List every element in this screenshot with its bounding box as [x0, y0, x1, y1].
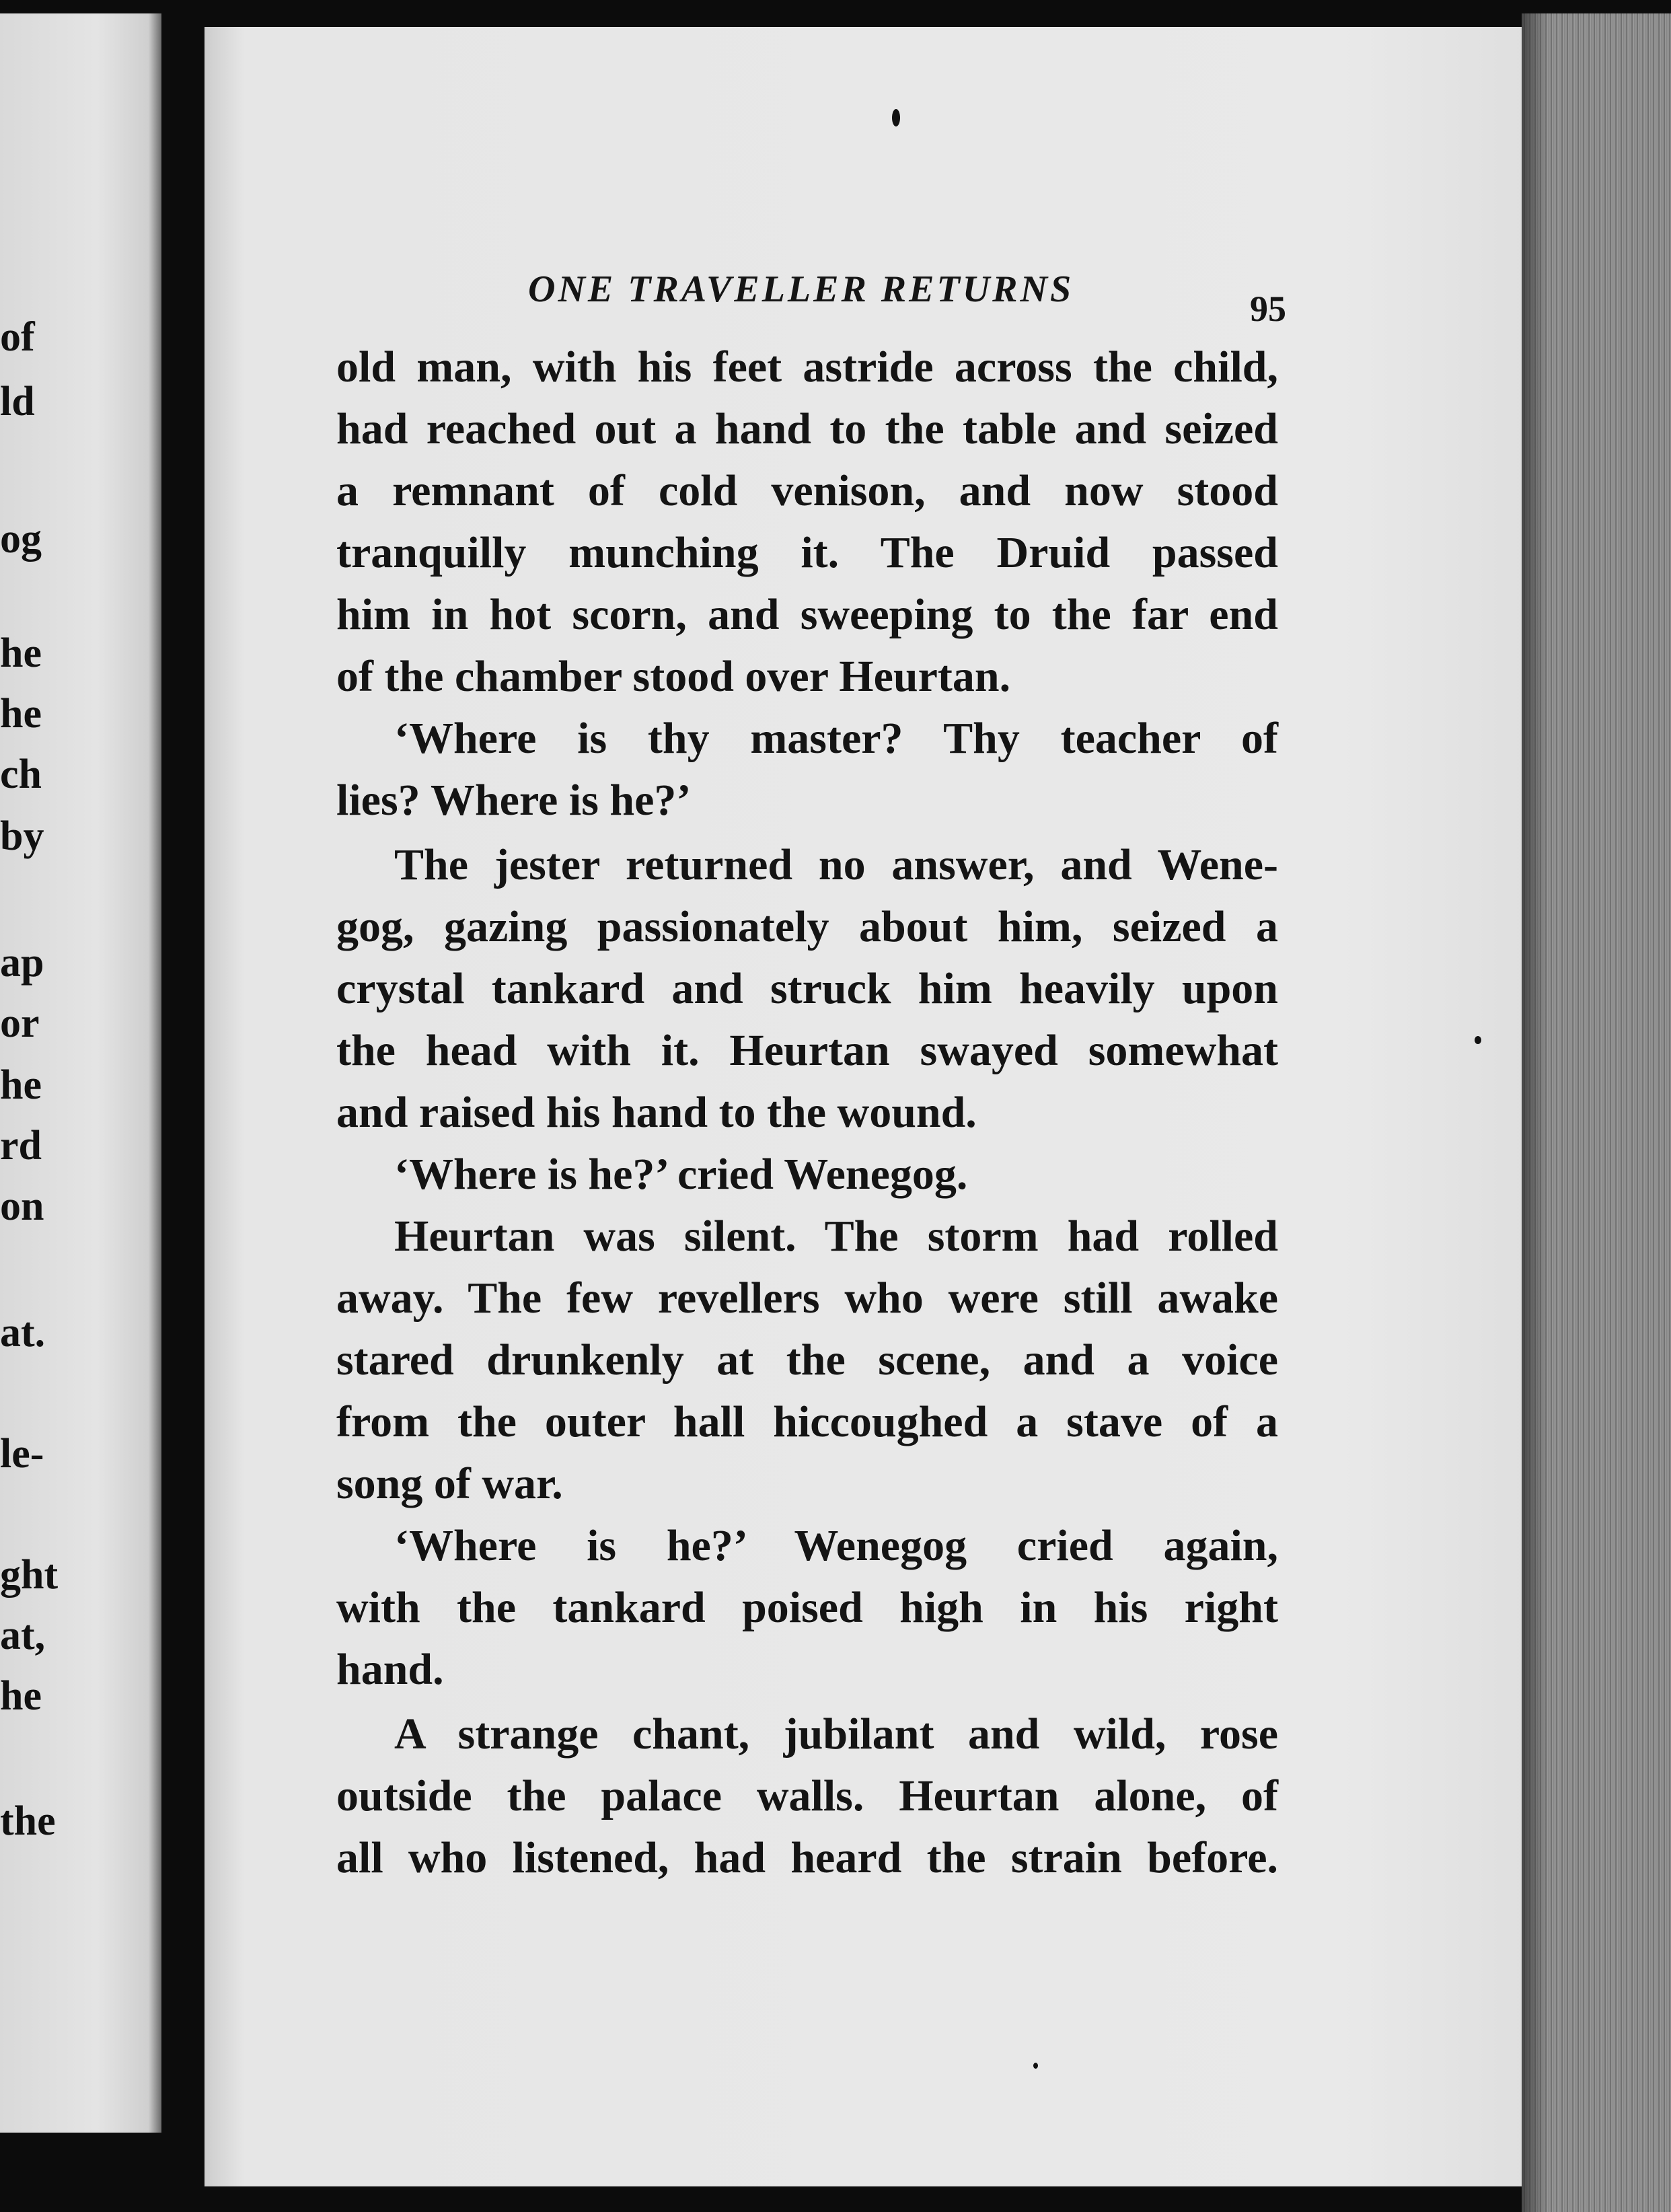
text-line: all who listened, had heard the strain before.: [336, 1833, 1278, 1882]
text-line: The jester returned no answer, and Wene-: [394, 840, 1278, 889]
left-fragment: le-: [0, 1431, 44, 1477]
text-line: hand.: [336, 1645, 444, 1694]
text-line: the head with it. Heurtan swayed somewhat: [336, 1026, 1278, 1075]
text-line: ‘Where is he?’ cried Wenegog.: [394, 1150, 968, 1199]
text-line: stared drunkenly at the scene, and a voice: [336, 1335, 1278, 1385]
text-line: with the tankard poised high in his right: [336, 1583, 1278, 1632]
text-line: crystal tankard and struck him heavily upon: [336, 964, 1278, 1013]
left-fragment: og: [0, 516, 42, 562]
left-fragment: ch: [0, 751, 42, 797]
text-line: gog, gazing passionately about him, seized a: [336, 902, 1278, 951]
left-fragment: he: [0, 1673, 42, 1719]
ink-speck: [1033, 2063, 1038, 2069]
text-line: tranquilly munching it. The Druid passed: [336, 528, 1278, 577]
text-line: outside the palace walls. Heurtan alone, of: [336, 1771, 1278, 1820]
left-fragment: ght: [0, 1552, 59, 1598]
left-fragment: at,: [0, 1613, 46, 1658]
left-fragment: or: [0, 1000, 40, 1046]
text-line: away. The few revellers who were still awake: [336, 1274, 1278, 1323]
text-line: ‘Where is thy master? Thy teacher of: [394, 714, 1278, 763]
left-fragment: the: [0, 1798, 56, 1844]
text-line: a remnant of cold venison, and now stood: [336, 466, 1278, 515]
text-line: lies? Where is he?’: [336, 776, 692, 825]
ink-speck: [1475, 1036, 1481, 1044]
running-head: ONE TRAVELLER RETURNS: [528, 268, 1074, 310]
page-number: 95: [1250, 289, 1286, 329]
text-line: song of war.: [336, 1459, 563, 1508]
left-fragment: at.: [0, 1310, 46, 1356]
left-fragment: he: [0, 630, 42, 676]
text-line: A strange chant, jubilant and wild, rose: [394, 1709, 1278, 1759]
text-line: ‘Where is he?’ Wenegog cried again,: [394, 1521, 1278, 1570]
text-line: Heurtan was silent. The storm had rolled: [394, 1212, 1278, 1261]
page-body: [336, 336, 1278, 1889]
fore-edge-shadow: [1522, 13, 1549, 2212]
left-fragment: on: [0, 1183, 44, 1229]
text-line: from the outer hall hiccoughed a stave of a: [336, 1397, 1278, 1446]
left-fragment: rd: [0, 1123, 42, 1169]
left-fragment: he: [0, 691, 42, 737]
left-fragment: by: [0, 813, 44, 859]
text-line: of the chamber stood over Heurtan.: [336, 652, 1011, 701]
left-fragment: ap: [0, 940, 44, 986]
text-line: and raised his hand to the wound.: [336, 1088, 977, 1137]
text-line: him in hot scorn, and sweeping to the far end: [336, 590, 1278, 639]
ink-speck: [892, 109, 900, 126]
left-fragment: ld: [0, 379, 35, 425]
left-fragment: he: [0, 1062, 42, 1108]
text-line: had reached out a hand to the table and seized: [336, 404, 1278, 453]
left-fragment: of: [0, 314, 35, 360]
text-line: old man, with his feet astride across the child,: [336, 342, 1278, 392]
